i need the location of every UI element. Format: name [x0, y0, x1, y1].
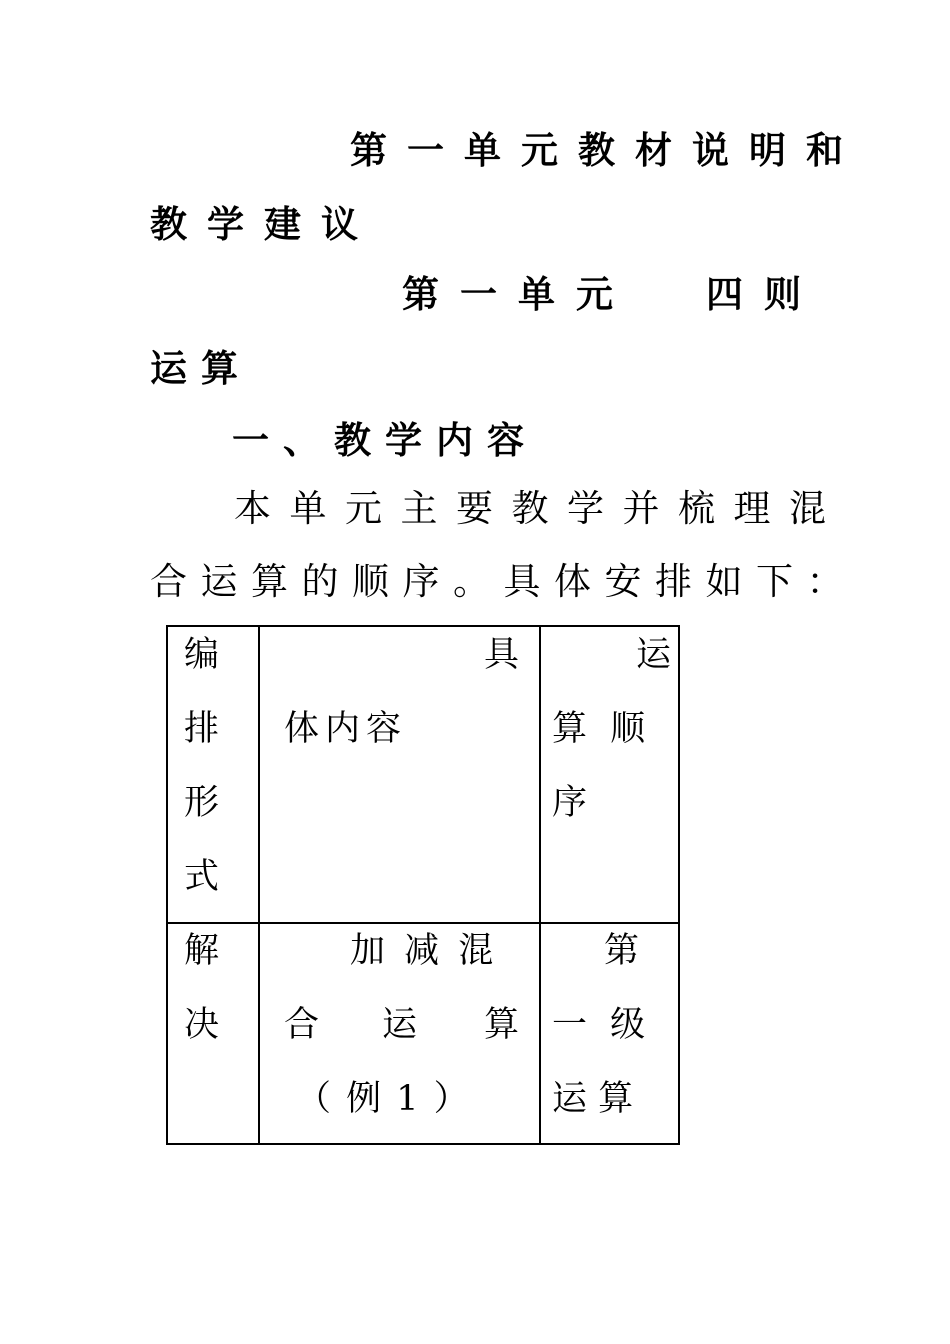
- table-divider: [539, 627, 541, 1143]
- unit-subtitle-part2: 四则: [706, 272, 822, 316]
- header-cell-content-line2: 体内容: [284, 709, 408, 749]
- paragraph-line1: 本单元主要教学并梳理混: [234, 487, 845, 530]
- unit-subtitle: [402, 272, 822, 316]
- header-cell-order-line2: 算 顺: [552, 709, 652, 749]
- row1-order-line3: 运 算: [552, 1079, 634, 1119]
- paragraph-line2: 合运算的顺序。具体安排如下：: [150, 560, 857, 603]
- table-divider: [258, 627, 260, 1143]
- row1-content-line3: （ 例 1 ）: [296, 1079, 471, 1119]
- row1-content-line2c: 算: [484, 1005, 520, 1045]
- table-divider: [168, 922, 678, 924]
- header-cell-arrangement-char: 排: [184, 709, 220, 749]
- row1-order-line1: 第: [604, 931, 640, 971]
- row1-order-line2: 一 级: [552, 1005, 652, 1045]
- document-title-line1: 第一单元教材说明和: [350, 128, 863, 172]
- row1-arrangement-char: 决: [184, 1005, 220, 1045]
- header-cell-arrangement-char: 形: [184, 783, 220, 823]
- row1-content-line2b: 运: [382, 1005, 418, 1045]
- row1-content-line1: 加 减 混: [350, 931, 498, 971]
- header-cell-order-line1: 运: [636, 635, 672, 675]
- header-cell-arrangement-char: 编: [184, 635, 220, 675]
- header-cell-order-line3: 序: [552, 783, 588, 823]
- unit-subtitle-line2: 运算: [150, 346, 252, 390]
- arrangement-table: [166, 625, 680, 1145]
- section-heading: 一、教学内容: [232, 418, 538, 462]
- row1-arrangement-char: 解: [184, 931, 220, 971]
- row1-content-line2a: 合: [284, 1005, 320, 1045]
- header-cell-content-line1: 具: [484, 635, 520, 675]
- document-title-line2: 教学建议: [150, 202, 378, 246]
- unit-subtitle-part1: 第一单元: [402, 272, 634, 316]
- header-cell-arrangement-char: 式: [184, 857, 220, 897]
